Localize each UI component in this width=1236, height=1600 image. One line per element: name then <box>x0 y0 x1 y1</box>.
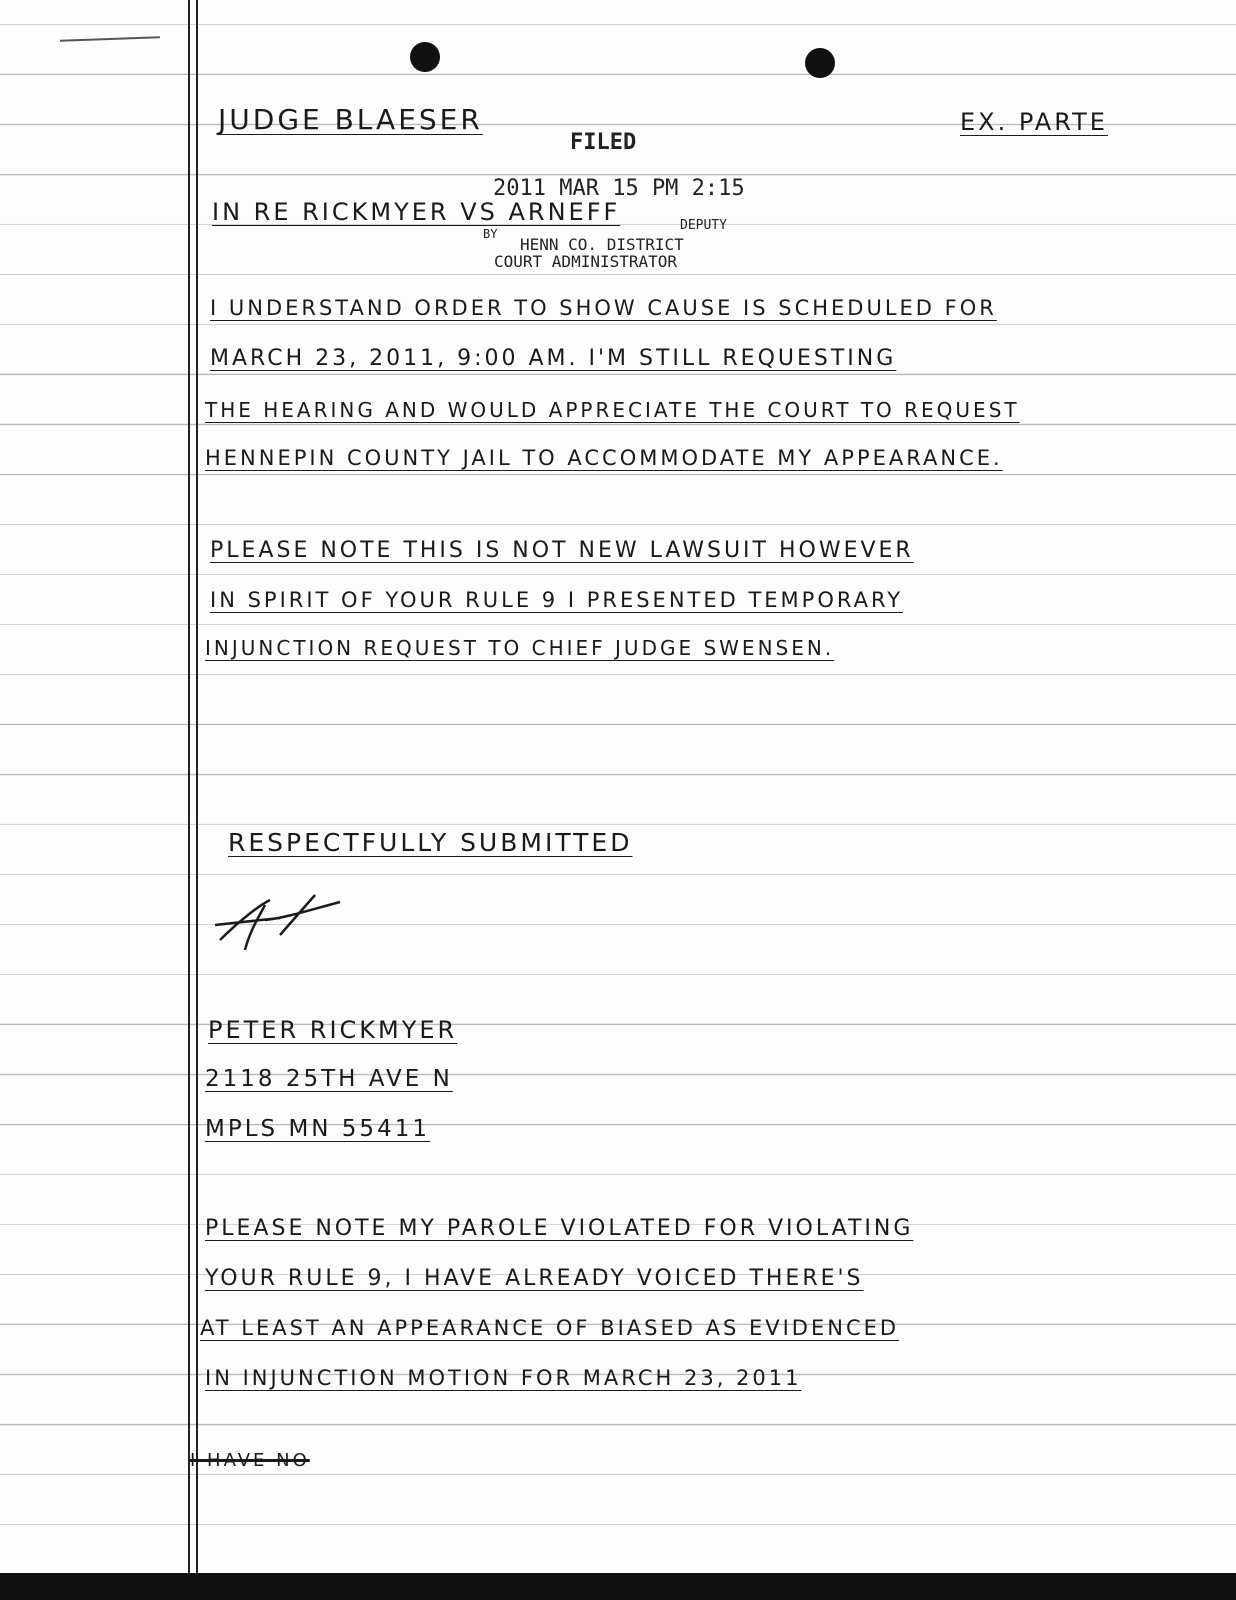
body-line: YOUR RULE 9, I HAVE ALREADY VOICED THERE'S <box>205 1266 864 1291</box>
body-line: INJUNCTION REQUEST TO CHIEF JUDGE SWENSEN. <box>205 636 835 660</box>
signer-city: MPLS MN 55411 <box>205 1116 430 1142</box>
body-line: AT LEAST AN APPEARANCE OF BIASED AS EVIDENCED <box>200 1316 900 1340</box>
filed-stamp-label: FILED <box>570 130 637 155</box>
body-line: THE HEARING AND WOULD APPRECIATE THE COURT TO REQUEST <box>205 398 1020 422</box>
case-caption: IN RE RICKMYER VS ARNEFF <box>212 198 621 226</box>
body-line: MARCH 23, 2011, 9:00 AM. I'M STILL REQUESTING <box>210 346 897 371</box>
closing: RESPECTFULLY SUBMITTED <box>228 828 633 857</box>
body-line: PLEASE NOTE MY PAROLE VIOLATED FOR VIOLATING <box>205 1216 914 1241</box>
filing-type: EX. PARTE <box>960 108 1108 136</box>
filed-stamp-by: BY <box>483 227 498 241</box>
filed-stamp-datetime: 2011 MAR 15 PM 2:15 <box>493 176 745 201</box>
body-line: I UNDERSTAND ORDER TO SHOW CAUSE IS SCHEDULED FOR <box>210 296 997 320</box>
margin-line <box>188 0 190 1600</box>
filed-stamp-office: COURT ADMINISTRATOR <box>494 252 678 271</box>
body-line: IN SPIRIT OF YOUR RULE 9 I PRESENTED TEMPORARY <box>210 588 904 612</box>
scan-border <box>0 1573 1236 1600</box>
signer-street: 2118 25TH AVE N <box>205 1066 453 1092</box>
signature-mark <box>210 880 350 960</box>
punch-hole <box>410 42 440 72</box>
body-line: PLEASE NOTE THIS IS NOT NEW LAWSUIT HOWEVER <box>210 538 914 563</box>
body-line: HENNEPIN COUNTY JAIL TO ACCOMMODATE MY APPEARANCE. <box>205 446 1003 470</box>
margin-line <box>196 0 198 1600</box>
body-line: IN INJUNCTION MOTION FOR MARCH 23, 2011 <box>205 1366 802 1390</box>
margin-mark <box>60 36 160 45</box>
filed-stamp-deputy: DEPUTY <box>680 218 727 233</box>
signer-name: PETER RICKMYER <box>208 1016 458 1044</box>
punch-hole <box>805 48 835 78</box>
filed-stamp-office: HENN CO. DISTRICT <box>520 235 684 254</box>
struck-footer-mark: I HAVE NO <box>190 1450 310 1471</box>
judge-name: JUDGE BLAESER <box>218 103 483 136</box>
